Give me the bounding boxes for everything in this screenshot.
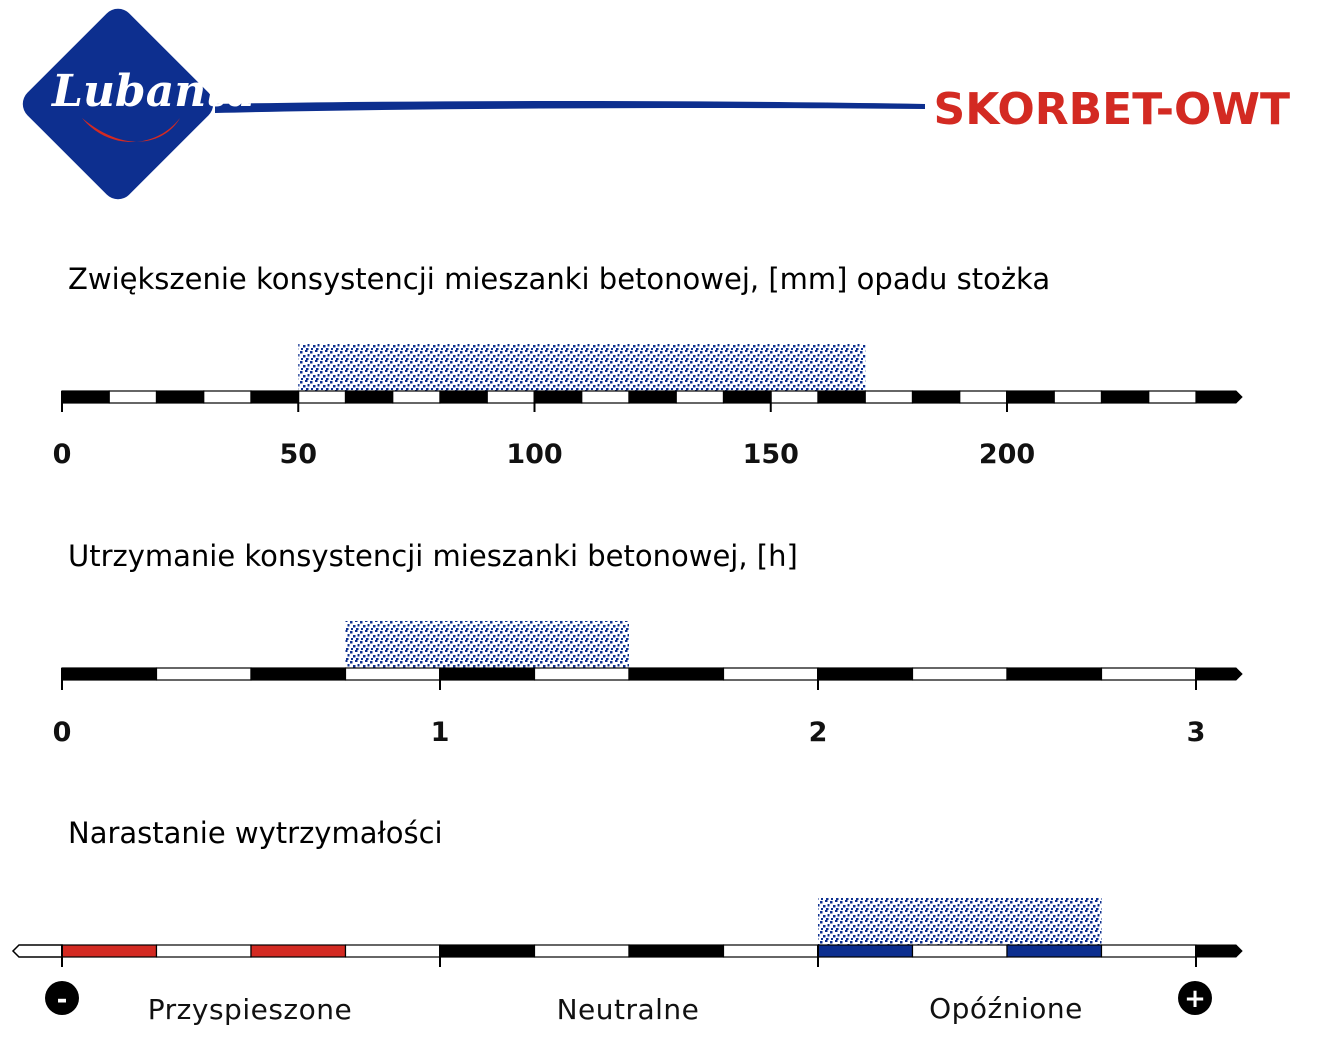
chart-title: Zwiększenie konsystencji mieszanki betonowej, [mm] opadu stożka — [68, 262, 1051, 296]
scale-segment — [1102, 668, 1197, 680]
chart-title: Narastanie wytrzymałości — [68, 816, 443, 850]
chart-slump-increase — [53, 262, 1242, 470]
scale-segment — [1007, 391, 1054, 403]
scale-segment — [818, 668, 913, 680]
scale-bar — [62, 391, 1242, 403]
plus-sign: + — [1184, 984, 1206, 1014]
scale-segment — [724, 945, 819, 957]
minus-sign: - — [56, 985, 68, 1015]
scale-segment — [346, 668, 441, 680]
scale-segment — [913, 391, 960, 403]
tick-label: 100 — [506, 439, 563, 470]
scale-segment — [1007, 668, 1102, 680]
scale-segment — [440, 668, 535, 680]
plus-marker — [1178, 981, 1212, 1015]
minus-marker — [45, 981, 79, 1015]
scale-segment — [440, 391, 487, 403]
product-name: SKORBET-OWT — [933, 84, 1290, 135]
scale-segment — [251, 668, 346, 680]
scale-segment — [157, 945, 252, 957]
scale-right-arrow — [1196, 668, 1242, 680]
scale-segment — [724, 391, 771, 403]
chart-consistency-retention — [53, 539, 1242, 748]
tick-label: 3 — [1186, 717, 1206, 748]
range-bar — [298, 344, 865, 391]
scale-segment — [818, 945, 913, 957]
scale-segment — [62, 668, 157, 680]
scale-segment — [346, 945, 441, 957]
scale-segment — [535, 391, 582, 403]
scale-segment — [109, 391, 156, 403]
scale-segment — [960, 391, 1007, 403]
tick-label: 1 — [430, 717, 450, 748]
scale-segment — [298, 391, 345, 403]
scale-segment — [1007, 945, 1102, 957]
zone-label-accelerated: Przyspieszone — [147, 993, 353, 1026]
brand-logo — [16, 2, 925, 206]
scale-segment — [582, 391, 629, 403]
tick-label: 0 — [52, 439, 72, 470]
zone-label-delayed: Opóźnione — [929, 992, 1083, 1025]
scale-segment — [535, 668, 630, 680]
range-bar — [818, 898, 1102, 945]
scale-segment — [487, 391, 534, 403]
scale-segment — [251, 391, 298, 403]
chart-strength-gain — [13, 816, 1242, 1026]
logo-swoosh-line — [215, 101, 925, 113]
scale-right-arrow — [1196, 945, 1242, 957]
scale-segment — [251, 945, 346, 957]
scale-segment — [629, 668, 724, 680]
scale-segment — [676, 391, 723, 403]
tick-label: 200 — [978, 439, 1036, 470]
scale-segment — [818, 391, 865, 403]
scale-segment — [865, 391, 912, 403]
tick-label: 150 — [742, 439, 799, 470]
scale-segment — [1102, 391, 1149, 403]
scale-bar — [62, 668, 1242, 680]
scale-bar — [13, 945, 1242, 957]
logo-text: Lubanta — [52, 66, 256, 117]
scale-segment — [629, 391, 676, 403]
scale-right-arrow — [1196, 391, 1242, 403]
zone-label-neutral: Neutralne — [556, 993, 700, 1026]
scale-segment — [1149, 391, 1196, 403]
scale-segment — [913, 668, 1008, 680]
scale-segment — [346, 391, 393, 403]
scale-segment — [62, 391, 109, 403]
scale-segment — [535, 945, 630, 957]
scale-segment — [1102, 945, 1197, 957]
scale-segment — [913, 945, 1008, 957]
scale-segment — [1054, 391, 1101, 403]
scale-segment — [157, 391, 204, 403]
chart-title: Utrzymanie konsystencji mieszanki betonowej, [h] — [68, 539, 798, 573]
scale-segment — [440, 945, 535, 957]
scale-segment — [724, 668, 819, 680]
range-bar — [346, 621, 630, 668]
tick-label: 0 — [52, 717, 72, 748]
tick-label: 2 — [808, 717, 828, 748]
scale-segment — [771, 391, 818, 403]
scale-segment — [204, 391, 251, 403]
scale-segment — [393, 391, 440, 403]
scale-left-arrow — [13, 945, 62, 957]
scale-segment — [157, 668, 252, 680]
tick-label: 50 — [279, 439, 318, 470]
scale-segment — [629, 945, 724, 957]
scale-segment — [62, 945, 157, 957]
